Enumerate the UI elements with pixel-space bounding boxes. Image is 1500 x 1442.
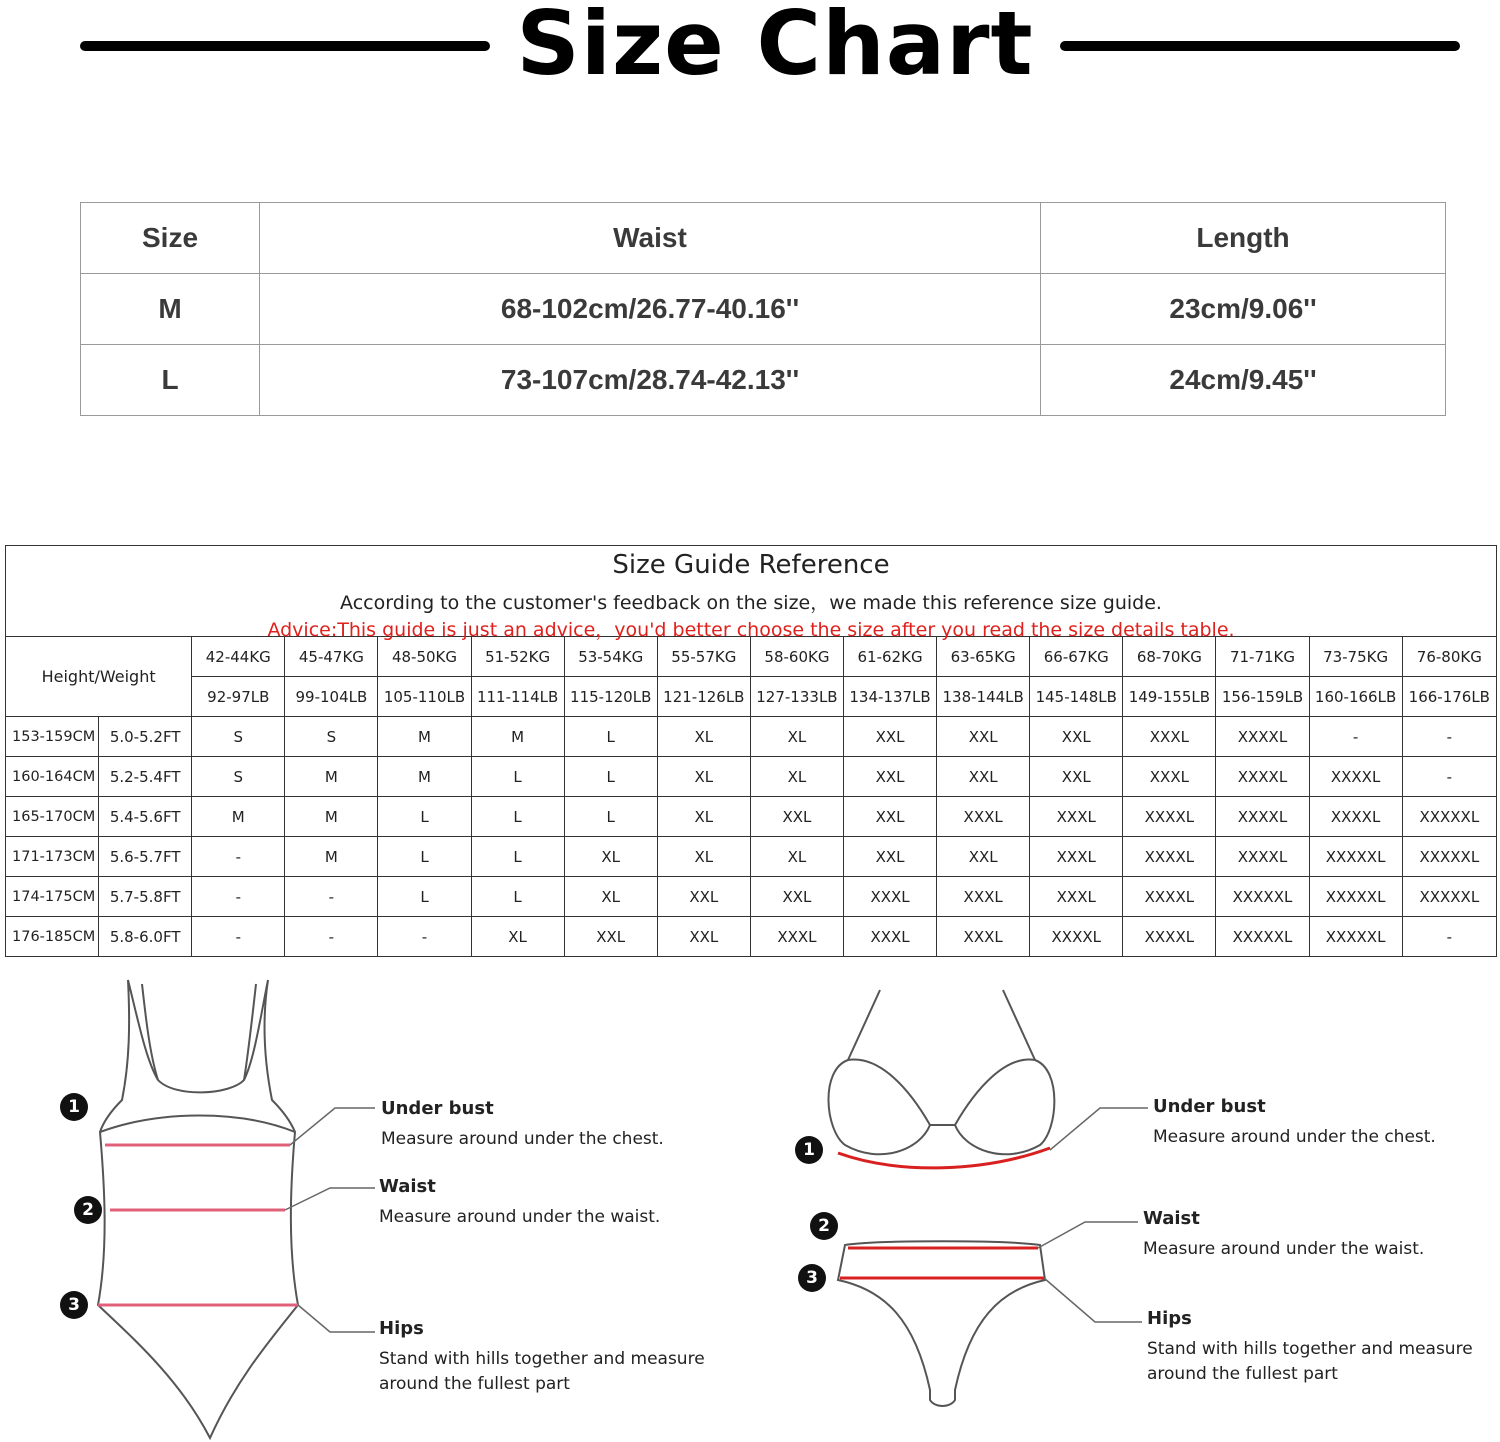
- callout-title: Hips: [1147, 1308, 1192, 1329]
- weight-kg-cell: 76-80KG: [1402, 637, 1496, 677]
- recommended-size-cell: L: [471, 797, 564, 837]
- callout-title: Under bust: [1153, 1096, 1266, 1117]
- weight-lb-cell: 160-166LB: [1309, 677, 1402, 717]
- weight-kg-cell: 68-70KG: [1123, 637, 1216, 677]
- weight-kg-cell: 55-57KG: [657, 637, 750, 677]
- header-size: Size: [81, 203, 260, 274]
- weight-lb-cell: 156-159LB: [1216, 677, 1309, 717]
- recommended-size-cell: XXXXL: [1216, 837, 1309, 877]
- reference-title: Size Guide Reference: [612, 550, 890, 580]
- recommended-size-cell: XL: [750, 757, 843, 797]
- recommended-size-cell: -: [1309, 717, 1402, 757]
- recommended-size-cell: -: [192, 877, 285, 917]
- recommended-size-cell: XXXXXL: [1309, 877, 1402, 917]
- callout-desc: [1147, 1337, 1473, 1387]
- weight-kg-cell: 73-75KG: [1309, 637, 1402, 677]
- height-ft-cell: 5.7-5.8FT: [99, 877, 192, 917]
- recommended-size-cell: M: [285, 797, 378, 837]
- weight-lb-cell: 145-148LB: [1030, 677, 1123, 717]
- height-cm-cell: 153-159CM: [6, 717, 99, 757]
- swimsuit-measure-lines: [98, 1145, 298, 1305]
- recommended-size-cell: XXL: [750, 797, 843, 837]
- recommended-size-cell: XXXL: [1123, 757, 1216, 797]
- recommended-size-cell: XL: [750, 717, 843, 757]
- weight-lb-cell: 149-155LB: [1123, 677, 1216, 717]
- bikini-bottom-icon: [838, 1241, 1045, 1406]
- weight-kg-cell: 45-47KG: [285, 637, 378, 677]
- weight-kg-cell: 66-67KG: [1030, 637, 1123, 677]
- weight-kg-cell: 58-60KG: [750, 637, 843, 677]
- recommended-size-cell: L: [564, 717, 657, 757]
- recommended-size-cell: XL: [564, 877, 657, 917]
- recommended-size-cell: -: [285, 917, 378, 957]
- callout-title: Under bust: [381, 1098, 494, 1119]
- recommended-size-cell: M: [378, 717, 471, 757]
- weight-lb-cell: 99-104LB: [285, 677, 378, 717]
- length-cell: 23cm/9.06'': [1041, 274, 1446, 345]
- recommended-size-cell: XXXL: [937, 877, 1030, 917]
- waist-cell: 68-102cm/26.77-40.16'': [260, 274, 1041, 345]
- table-row: [6, 757, 1497, 797]
- recommended-size-cell: L: [378, 797, 471, 837]
- recommended-size-cell: XXL: [1030, 757, 1123, 797]
- recommended-size-cell: XL: [471, 917, 564, 957]
- badge-hips: 3: [798, 1264, 826, 1292]
- page-title: Size Chart: [516, 0, 1034, 95]
- reference-header: [5, 545, 1497, 641]
- recommended-size-cell: XXXXL: [1216, 757, 1309, 797]
- badge-underbust: 1: [795, 1136, 823, 1164]
- recommended-size-cell: M: [378, 757, 471, 797]
- recommended-size-cell: XXXXL: [1216, 717, 1309, 757]
- callout-desc-line: Stand with hills together and measure: [379, 1349, 705, 1369]
- weight-lb-cell: 92-97LB: [192, 677, 285, 717]
- title-banner: [0, 0, 1500, 100]
- table-row: [81, 345, 1446, 416]
- height-cm-cell: 160-164CM: [6, 757, 99, 797]
- size-cell: M: [81, 274, 260, 345]
- weight-kg-cell: 71-71KG: [1216, 637, 1309, 677]
- recommended-size-cell: XXXXXL: [1402, 877, 1496, 917]
- title-rule-right: [1060, 41, 1460, 51]
- recommended-size-cell: S: [192, 717, 285, 757]
- size-guide-reference: [5, 545, 1497, 957]
- bikini-measure-lines: [840, 1248, 1044, 1278]
- recommended-size-cell: XXXL: [1030, 837, 1123, 877]
- recommended-size-cell: XXXXL: [1216, 797, 1309, 837]
- callout-title: Waist: [379, 1176, 436, 1197]
- table-row: [6, 717, 1497, 757]
- table-row: [81, 274, 1446, 345]
- height-ft-cell: 5.2-5.4FT: [99, 757, 192, 797]
- recommended-size-cell: XXL: [843, 757, 936, 797]
- weight-kg-cell: 48-50KG: [378, 637, 471, 677]
- table-row: [6, 837, 1497, 877]
- recommended-size-cell: XXXL: [937, 797, 1030, 837]
- recommended-size-cell: -: [285, 877, 378, 917]
- callout-hips: [1147, 1308, 1473, 1387]
- bikini-underbust-line: [838, 1148, 1050, 1168]
- recommended-size-cell: XXXXXL: [1309, 837, 1402, 877]
- recommended-size-cell: M: [285, 757, 378, 797]
- recommended-size-cell: XXXXL: [1030, 917, 1123, 957]
- height-ft-cell: 5.4-5.6FT: [99, 797, 192, 837]
- recommended-size-cell: M: [192, 797, 285, 837]
- weight-lb-cell: 138-144LB: [937, 677, 1030, 717]
- recommended-size-cell: XXXL: [1030, 797, 1123, 837]
- recommended-size-cell: XL: [657, 837, 750, 877]
- callout-waist: [1143, 1208, 1424, 1262]
- recommended-size-cell: XL: [750, 837, 843, 877]
- length-cell: 24cm/9.45'': [1041, 345, 1446, 416]
- height-cm-cell: 174-175CM: [6, 877, 99, 917]
- recommended-size-cell: XXL: [1030, 717, 1123, 757]
- recommended-size-cell: L: [378, 837, 471, 877]
- weight-lb-cell: 115-120LB: [564, 677, 657, 717]
- recommended-size-cell: XXXXXL: [1216, 877, 1309, 917]
- recommended-size-cell: XL: [564, 837, 657, 877]
- recommended-size-cell: XXXXXL: [1402, 797, 1496, 837]
- recommended-size-cell: XL: [657, 717, 750, 757]
- weight-kg-cell: 53-54KG: [564, 637, 657, 677]
- recommended-size-cell: XXXL: [1030, 877, 1123, 917]
- recommended-size-cell: XXXXXL: [1309, 917, 1402, 957]
- height-weight-label: Height/Weight: [6, 637, 192, 717]
- recommended-size-cell: -: [1402, 757, 1496, 797]
- weight-lb-cell: 121-126LB: [657, 677, 750, 717]
- reference-subtitle: According to the customer's feedback on the size，we made this reference size guide.: [340, 592, 1162, 614]
- bikini-top-icon: [828, 990, 1054, 1154]
- weight-lb-cell: 111-114LB: [471, 677, 564, 717]
- recommended-size-cell: M: [471, 717, 564, 757]
- recommended-size-cell: XXL: [937, 757, 1030, 797]
- callout-desc: Measure around under the waist.: [379, 1207, 661, 1227]
- recommended-size-cell: XXXXL: [1309, 797, 1402, 837]
- recommended-size-cell: XXL: [937, 717, 1030, 757]
- badge-waist: 2: [810, 1212, 838, 1240]
- weight-lb-row: [6, 677, 1497, 717]
- weight-kg-cell: 42-44KG: [192, 637, 285, 677]
- recommended-size-cell: XXXL: [937, 917, 1030, 957]
- weight-kg-cell: 63-65KG: [937, 637, 1030, 677]
- recommended-size-cell: XXL: [657, 917, 750, 957]
- recommended-size-cell: -: [192, 837, 285, 877]
- recommended-size-cell: -: [1402, 917, 1496, 957]
- height-cm-cell: 171-173CM: [6, 837, 99, 877]
- table-row: [6, 917, 1497, 957]
- recommended-size-cell: L: [471, 757, 564, 797]
- recommended-size-cell: XXXL: [843, 877, 936, 917]
- recommended-size-cell: M: [285, 837, 378, 877]
- weight-lb-cell: 127-133LB: [750, 677, 843, 717]
- recommended-size-cell: XXXL: [1123, 717, 1216, 757]
- callout-underbust: [1153, 1096, 1436, 1150]
- recommended-size-cell: L: [471, 877, 564, 917]
- recommended-size-cell: XXXL: [750, 917, 843, 957]
- recommended-size-cell: XXXXL: [1123, 797, 1216, 837]
- recommended-size-cell: XXL: [750, 877, 843, 917]
- weight-kg-cell: 61-62KG: [843, 637, 936, 677]
- size-table: [80, 202, 1446, 416]
- title-rule-left: [80, 41, 490, 51]
- callout-desc: Measure around under the chest.: [381, 1129, 664, 1149]
- recommended-size-cell: L: [564, 797, 657, 837]
- recommended-size-cell: XXXXL: [1123, 877, 1216, 917]
- recommended-size-cell: XXL: [843, 717, 936, 757]
- callout-desc-line: Stand with hills together and measure: [1147, 1339, 1473, 1359]
- recommended-size-cell: XL: [657, 797, 750, 837]
- reference-table: [5, 636, 1497, 957]
- height-cm-cell: 165-170CM: [6, 797, 99, 837]
- height-ft-cell: 5.6-5.7FT: [99, 837, 192, 877]
- callout-desc: Measure around under the waist.: [1143, 1239, 1425, 1259]
- reference-advice: Advice:This guide is just an advice，you'd better choose the size after you read the size details table.: [267, 619, 1235, 641]
- recommended-size-cell: XXL: [843, 837, 936, 877]
- recommended-size-cell: XXL: [937, 837, 1030, 877]
- header-length: Length: [1041, 203, 1446, 274]
- callout-hips: [379, 1318, 705, 1397]
- table-row: [6, 797, 1497, 837]
- callout-underbust: [381, 1098, 664, 1152]
- callout-desc-line: around the fullest part: [379, 1374, 570, 1394]
- waist-cell: 73-107cm/28.74-42.13'': [260, 345, 1041, 416]
- recommended-size-cell: XXXL: [843, 917, 936, 957]
- weight-lb-cell: 166-176LB: [1402, 677, 1496, 717]
- height-ft-cell: 5.8-6.0FT: [99, 917, 192, 957]
- recommended-size-cell: -: [378, 917, 471, 957]
- recommended-size-cell: XXXXXL: [1402, 837, 1496, 877]
- recommended-size-cell: -: [1402, 717, 1496, 757]
- callout-title: Waist: [1143, 1208, 1200, 1229]
- recommended-size-cell: XXL: [843, 797, 936, 837]
- recommended-size-cell: XXL: [657, 877, 750, 917]
- size-cell: L: [81, 345, 260, 416]
- swimsuit-leader-lines: [285, 1108, 375, 1332]
- bikini-leader-lines: [1038, 1108, 1148, 1322]
- recommended-size-cell: L: [378, 877, 471, 917]
- recommended-size-cell: S: [285, 717, 378, 757]
- recommended-size-cell: XXL: [564, 917, 657, 957]
- callout-desc: Measure around under the chest.: [1153, 1127, 1436, 1147]
- height-ft-cell: 5.0-5.2FT: [99, 717, 192, 757]
- recommended-size-cell: L: [471, 837, 564, 877]
- recommended-size-cell: -: [192, 917, 285, 957]
- table-row: [6, 877, 1497, 917]
- height-cm-cell: 176-185CM: [6, 917, 99, 957]
- recommended-size-cell: XXXXL: [1123, 917, 1216, 957]
- callout-title: Hips: [379, 1318, 424, 1339]
- measurement-guide: [0, 960, 1500, 1442]
- callout-waist: [379, 1176, 660, 1230]
- recommended-size-cell: XXXXL: [1123, 837, 1216, 877]
- callout-desc: [379, 1347, 705, 1397]
- weight-kg-row: [6, 637, 1497, 677]
- recommended-size-cell: XXXXXL: [1216, 917, 1309, 957]
- badge-waist: 2: [74, 1196, 102, 1224]
- recommended-size-cell: XXXXL: [1309, 757, 1402, 797]
- callout-desc-line: around the fullest part: [1147, 1364, 1338, 1384]
- recommended-size-cell: XL: [657, 757, 750, 797]
- weight-lb-cell: 105-110LB: [378, 677, 471, 717]
- recommended-size-cell: S: [192, 757, 285, 797]
- weight-kg-cell: 51-52KG: [471, 637, 564, 677]
- weight-lb-cell: 134-137LB: [843, 677, 936, 717]
- badge-underbust: 1: [60, 1093, 88, 1121]
- recommended-size-cell: L: [564, 757, 657, 797]
- size-table-header: [81, 203, 1446, 274]
- badge-hips: 3: [60, 1291, 88, 1319]
- header-waist: Waist: [260, 203, 1041, 274]
